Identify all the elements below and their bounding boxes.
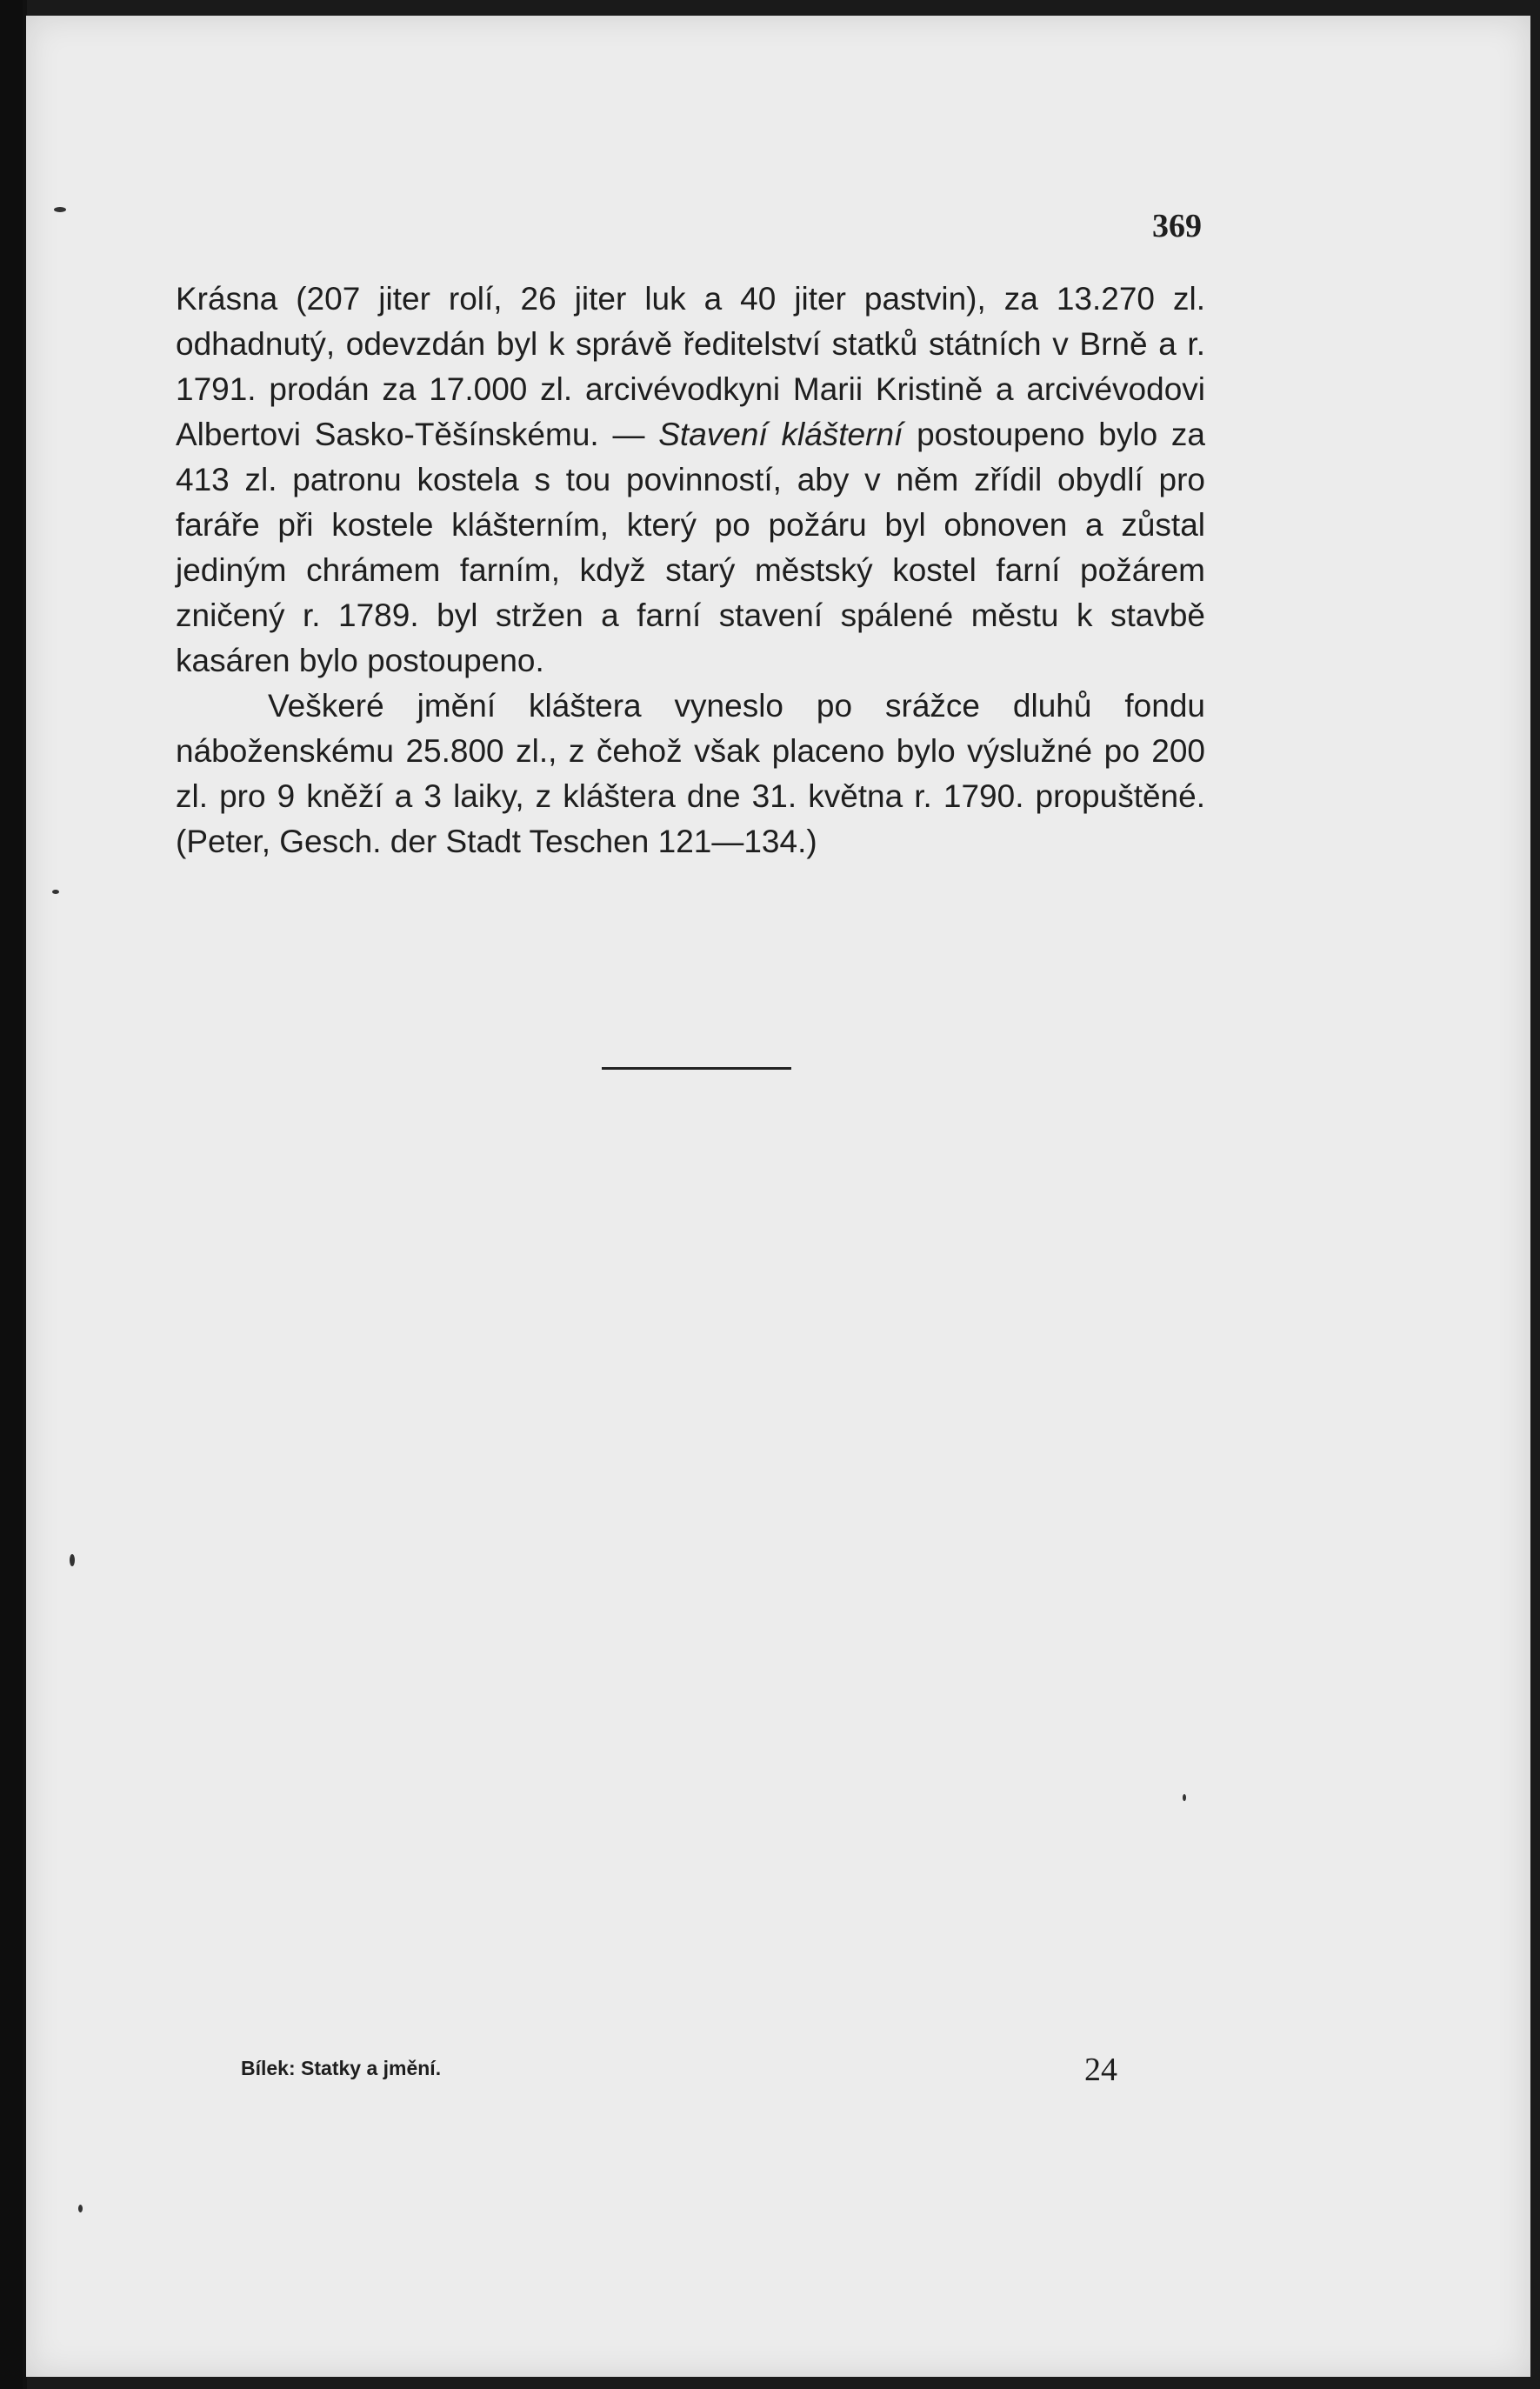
scan-speck <box>54 207 66 212</box>
paragraph-1 <box>176 277 1205 684</box>
italic-heading: Stavení klášterní <box>658 417 903 452</box>
paragraph-1-start: Krásna (207 jiter rolí, 26 jiter luk a 40 jiter pastvin), za 13.270 zl. odhadnutý, odevzdán byl k správě ředitelství statků státních v Brně a r. 1791. prodán za 17.000 zl. arcivévodkyni Marii Kristině a arcivévodovi Albertovi Sasko-Těšínskému. — <box>176 281 1205 452</box>
scan-left-edge <box>0 0 26 2389</box>
scan-speck <box>78 2205 83 2212</box>
paragraph-2: Veškeré jmění kláštera vyneslo po srážce dluhů fondu náboženskému 25.800 zl., z čehož však placeno bylo výslužné po 200 zl. pro 9 kněží a 3 laiky, z kláštera dne 31. května r. 1790. propuštěné. (Peter, Gesch. der Stadt Teschen 121—134.) <box>176 688 1205 859</box>
paragraph-1-end: postoupeno bylo za 413 zl. patronu kostela s tou povinností, aby v něm zřídil obydlí pro faráře při kostele klášterním, který po požáru byl obnoven a zůstal jediným chrámem farním, když starý městský kostel farní požárem zničený r. 1789. byl stržen a farní stavení spálené městu k stavbě kasáren bylo postoupeno. <box>176 417 1206 678</box>
footer-signature-mark: Bílek: Statky a jmění. <box>241 2057 442 2079</box>
page-number: 369 <box>1152 208 1202 244</box>
body-text <box>176 277 1205 864</box>
scan-speck <box>1183 1794 1186 1801</box>
section-divider <box>602 1067 791 1070</box>
sheet-signature: 24 <box>1084 2052 1117 2088</box>
scan-speck <box>52 890 59 894</box>
scan-speck <box>70 1554 75 1566</box>
